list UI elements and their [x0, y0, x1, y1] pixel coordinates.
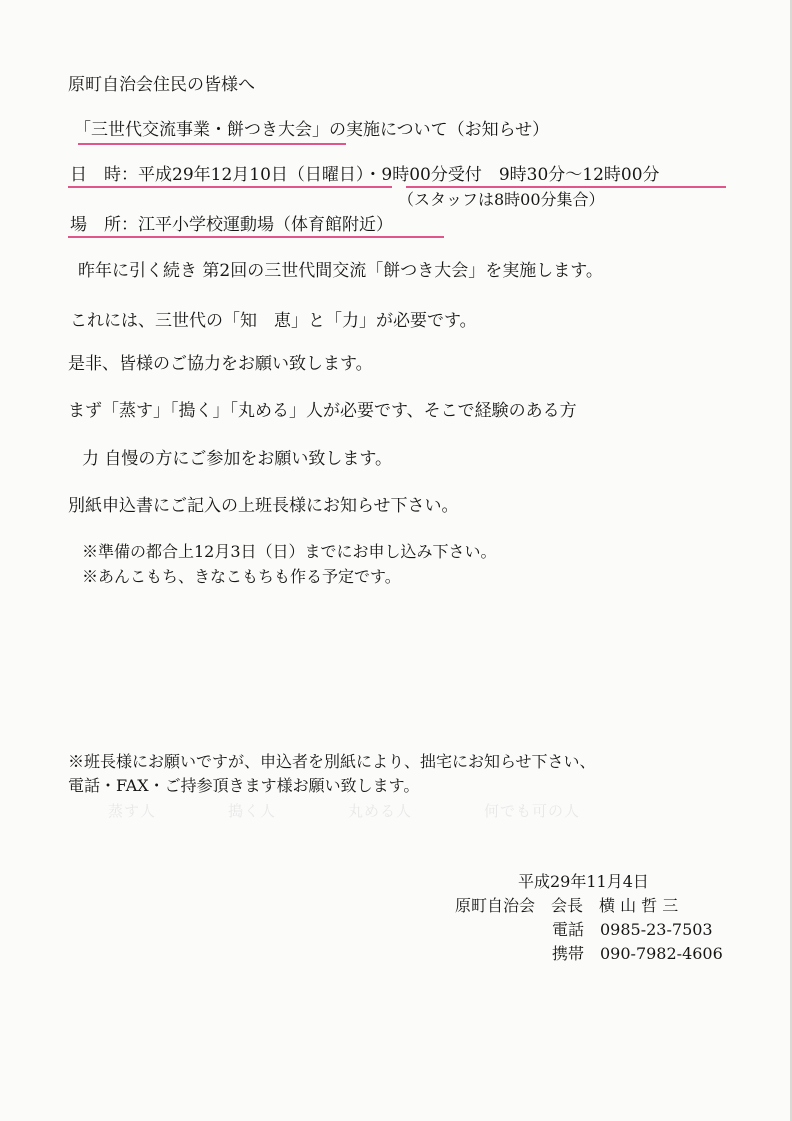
body-line: 是非、皆様のご協力をお願い致します。: [68, 354, 373, 374]
datetime-label: 日 時：: [70, 165, 138, 185]
bleed-through-text: [108, 800, 652, 821]
body-line: 昨年に引く続き 第2回の三世代間交流「餅つき大会」を実施します。: [78, 261, 603, 281]
signature-date: 平成29年11月4日: [518, 872, 649, 891]
bleed-item: 丸める人: [348, 802, 413, 820]
body-line: これには、三世代の「知 恵」と「力」が必要です。: [70, 311, 477, 331]
request-line: 電話・FAX・ご持参頂きます様お願い致します。: [68, 776, 420, 795]
place-row: [70, 214, 393, 236]
note-line: ※あんこもち、きなこもちも作る予定です。: [82, 567, 401, 586]
datetime-underline-left: [68, 186, 392, 188]
place-value: 江平小学校運動場（体育館附近）: [138, 215, 393, 235]
body-line: 別紙申込書にご記入の上班長様にお知らせ下さい。: [68, 496, 459, 516]
datetime-row: [70, 164, 660, 186]
signature-mobile: 携帯 090-7982-4606: [552, 944, 723, 963]
bleed-item: 何でも可の人: [484, 802, 581, 820]
bleed-item: 搗く人: [228, 802, 277, 820]
note-line: ※準備の都合上12月3日（日）までにお申し込み下さい。: [82, 542, 497, 561]
signature-org: 原町自治会 会長 横 山 哲 三: [455, 896, 679, 915]
request-line: ※班長様にお願いですが、申込者を別紙により、拙宅にお知らせ下さい、: [68, 752, 596, 771]
datetime-value: 平成29年12月10日（日曜日）・9時00分受付 9時30分～12時00分: [138, 165, 660, 185]
place-label: 場 所：: [70, 215, 138, 235]
place-underline: [68, 236, 444, 238]
subject-underline: [78, 143, 346, 145]
subject: 「三世代交流事業・餅つき大会」の実施について（お知らせ）: [74, 120, 550, 140]
body-line: まず「蒸す」「搗く」「丸める」人が必要です、そこで経験のある方: [68, 401, 577, 421]
datetime-underline-right: [406, 186, 726, 188]
staff-note: （スタッフは8時00分集合）: [398, 190, 605, 209]
body-line: 力 自慢の方にご参加をお願い致します。: [82, 449, 393, 469]
bleed-item: 蒸す人: [108, 802, 157, 820]
greeting: 原町自治会住民の皆様へ: [68, 75, 255, 95]
signature-phone: 電話 0985-23-7503: [552, 920, 713, 939]
